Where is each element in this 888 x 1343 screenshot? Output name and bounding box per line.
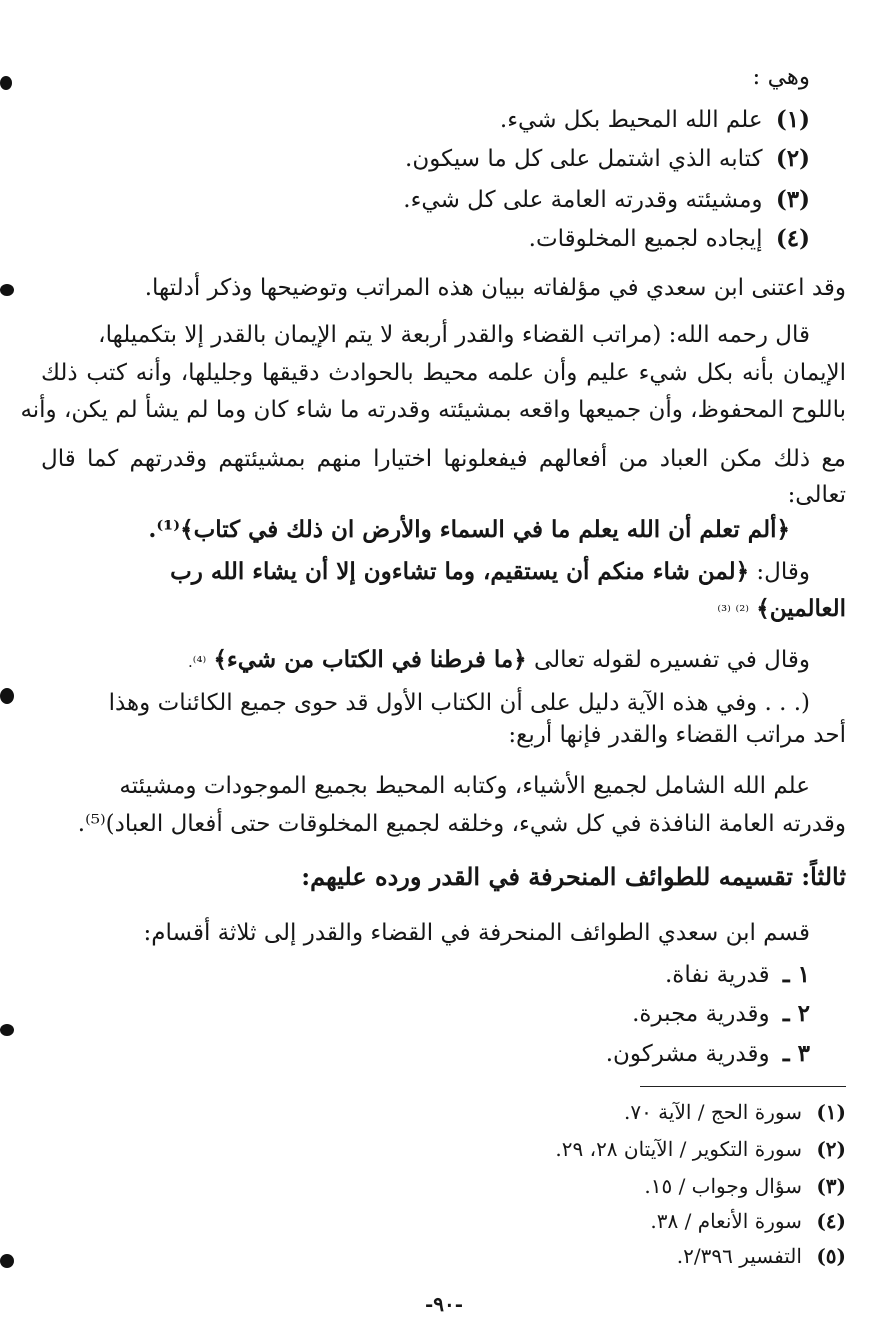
quran-verse: ﴿ما فرطنا في الكتاب من شيء﴾ [213,646,527,673]
quote-line: علم الله الشامل لجميع الأشياء، وكتابه المحيط بجميع الموجودات ومشيئته [119,773,810,799]
verse-line [41,557,810,587]
footnote-ref: ⁽²⁾ ⁽³⁾ [717,602,749,620]
quote-line: الإيمان بأنه بكل شيء عليم وأن علمه محيط بالحوادث دقيقها وجليلها، وأنه كتب ذلك [41,360,846,386]
level-item [41,105,810,135]
footnote-text: التفسير ٢/٣٩٦. [676,1244,802,1268]
quran-verse: ﴿لمن شاء منكم أن يستقيم، وما تشاءون إلا أن يشاء الله رب [170,558,750,585]
level-item [41,224,810,254]
division-number: ١ ـ [782,961,810,988]
level-text: علم الله المحيط بكل شيء. [499,107,763,133]
footnote-text: سورة الحج / الآية ٧٠. [623,1100,802,1124]
verse-line [41,645,810,677]
footnote [41,1136,846,1162]
footnote-number: (١) [816,1100,846,1124]
paragraph-text: وقد اعتنى ابن سعدي في مؤلفاته ببيان هذه المراتب وتوضيحها وذكر أدلتها. [144,275,846,301]
division-number: ٣ ـ [782,1040,810,1067]
quote-line: باللوح المحفوظ، وأن جميعها واقعه بمشيئته وقدرته ما شاء كان وما لم يشأ لم يكن، وأنه [20,397,846,423]
verse-prefix: وقال: [756,559,810,585]
level-item [41,144,810,174]
scan-speck [0,1024,14,1036]
level-text: إيجاده لجميع المخلوقات. [528,226,763,252]
level-text: ومشيئته وقدرته العامة على كل شيء. [403,187,763,213]
section-heading: ثالثاً: تقسيمه للطوائف المنحرفة في القدر ورده عليهم: [301,862,846,891]
footnote-text: سؤال وجواب / ١٥. [644,1174,802,1198]
quote-line: قال رحمه الله: (مراتب القضاء والقدر أربعة لا يتم الإيمان بالقدر إلا بتكميلها، [98,322,810,348]
quote-line: وقدرته العامة النافذة في كل شيء، وخلقه لجميع المخلوقات حتى أفعال العباد)⁽⁵⁾. [77,811,846,837]
footnote-text: سورة التكوير / الآيتان ٢٨، ٢٩. [555,1137,802,1161]
footnote [41,1099,846,1125]
quote-line: مع ذلك مكن العباد من أفعالهم فيفعلونها اختيارا منهم بمشيئتهم وقدرتهم كما قال [41,446,846,472]
division-number: ٢ ـ [782,1000,810,1027]
level-text: كتابه الذي اشتمل على كل ما سيكون. [405,146,763,172]
page-number: -٩٠- [424,1292,464,1316]
tafsir-prefix: وقال في تفسيره لقوله تعالى [533,647,810,673]
footnote-ref: ⁽⁴⁾. [187,653,207,671]
footnote [41,1173,846,1199]
footnote-number: (٤) [816,1209,846,1233]
level-number: (٣) [775,186,810,213]
quran-verse: العالمين﴾ [756,595,846,622]
quran-verse: ﴿ألم تعلم أن الله يعلم ما في السماء والأرض ان ذلك في كتاب﴾⁽¹⁾. [148,516,790,543]
division-text: قدرية نفاة. [664,962,770,988]
quote-line: تعالى: [787,482,846,508]
level-number: (١) [775,106,810,133]
footnote [41,1243,846,1269]
list-item [41,999,810,1029]
division-text: وقدرية مجبرة. [632,1001,770,1027]
verse-line [41,594,846,626]
footnote-number: (٣) [816,1174,846,1198]
quote-line: (. . . وفي هذه الآية دليل على أن الكتاب الأول قد حوى جميع الكائنات وهذا [108,690,810,716]
level-item [41,185,810,215]
level-number: (٢) [775,145,810,172]
intro-text: وهي : [752,64,810,90]
footnote-number: (٢) [816,1137,846,1161]
list-item [41,960,810,990]
list-item [41,1039,810,1069]
quote-line: أحد مراتب القضاء والقدر فإنها أربع: [508,722,846,748]
level-number: (٤) [775,225,810,252]
scan-speck [0,284,14,296]
scan-speck [0,76,12,90]
scan-speck [0,1254,14,1268]
paragraph-text: قسم ابن سعدي الطوائف المنحرفة في القضاء والقدر إلى ثلاثة أقسام: [143,920,810,946]
footnote-number: (٥) [816,1244,846,1268]
footnote [41,1208,846,1234]
footnote-divider [640,1086,846,1087]
division-text: وقدرية مشركون. [605,1041,770,1067]
footnote-text: سورة الأنعام / ٣٨. [650,1209,802,1233]
scan-speck [0,688,14,704]
